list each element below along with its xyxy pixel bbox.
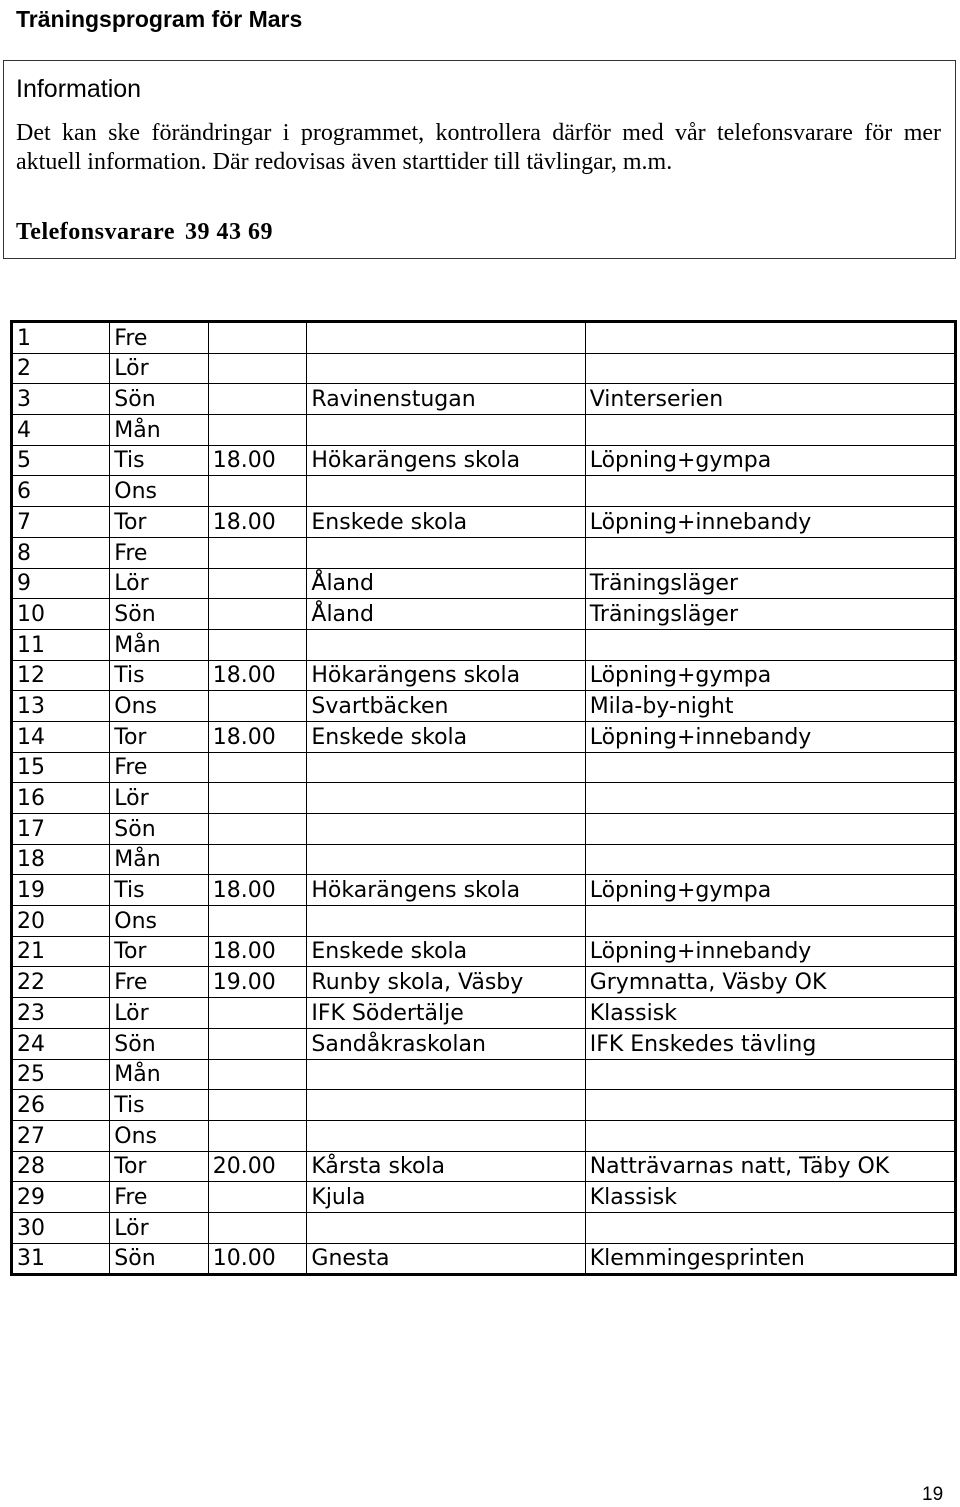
cell-activity: Träningsläger [585,568,955,599]
cell-place: Svartbäcken [307,691,585,722]
cell-place [307,629,585,660]
cell-activity [585,1059,955,1090]
cell-day: Tor [110,1151,208,1182]
cell-date: 10 [12,599,110,630]
cell-activity: Löpning+gympa [585,660,955,691]
cell-date: 31 [12,1243,110,1275]
cell-day: Ons [110,691,208,722]
cell-activity: Löpning+gympa [585,875,955,906]
table-row [12,476,956,507]
table-row [12,906,956,937]
phone-line [16,219,273,246]
cell-activity: Grymnatta, Väsby OK [585,967,955,998]
table-row [12,599,956,630]
cell-day: Mån [110,415,208,446]
cell-activity [585,629,955,660]
cell-time [208,384,307,415]
cell-activity [585,415,955,446]
cell-activity: Natträvarnas natt, Täby OK [585,1151,955,1182]
cell-place [307,783,585,814]
table-row [12,1120,956,1151]
cell-date: 22 [12,967,110,998]
information-heading: Information [16,75,142,103]
cell-day: Tor [110,721,208,752]
cell-day: Ons [110,906,208,937]
cell-day: Lör [110,998,208,1029]
table-row [12,875,956,906]
cell-day: Tor [110,936,208,967]
cell-place: Åland [307,568,585,599]
cell-time [208,1212,307,1243]
cell-day: Fre [110,752,208,783]
cell-day: Mån [110,844,208,875]
cell-place: Runby skola, Väsby [307,967,585,998]
cell-time [208,906,307,937]
cell-time: 18.00 [208,875,307,906]
cell-activity [585,906,955,937]
cell-date: 14 [12,721,110,752]
cell-day: Sön [110,1028,208,1059]
cell-date: 5 [12,445,110,476]
cell-date: 18 [12,844,110,875]
cell-date: 1 [12,322,110,354]
cell-date: 3 [12,384,110,415]
cell-time [208,568,307,599]
cell-time [208,599,307,630]
cell-place [307,752,585,783]
cell-activity [585,783,955,814]
table-row [12,1182,956,1213]
cell-day: Ons [110,476,208,507]
table-row [12,660,956,691]
cell-place [307,1059,585,1090]
cell-activity [585,1212,955,1243]
cell-date: 30 [12,1212,110,1243]
cell-activity: Löpning+innebandy [585,721,955,752]
cell-date: 23 [12,998,110,1029]
table-row [12,322,956,354]
page-number: 19 [922,1484,944,1505]
cell-time [208,783,307,814]
cell-place: Sandåkraskolan [307,1028,585,1059]
cell-activity [585,814,955,845]
cell-time [208,844,307,875]
cell-date: 11 [12,629,110,660]
cell-date: 6 [12,476,110,507]
cell-date: 15 [12,752,110,783]
cell-date: 8 [12,537,110,568]
table-row [12,445,956,476]
cell-activity: Träningsläger [585,599,955,630]
cell-activity [585,752,955,783]
cell-activity: Klassisk [585,1182,955,1213]
table-row [12,537,956,568]
cell-activity: Klemmingesprinten [585,1243,955,1275]
cell-day: Tis [110,660,208,691]
cell-time [208,537,307,568]
table-row [12,967,956,998]
cell-day: Sön [110,599,208,630]
cell-day: Tis [110,1090,208,1121]
cell-day: Fre [110,1182,208,1213]
table-row [12,507,956,538]
cell-place [307,814,585,845]
cell-date: 25 [12,1059,110,1090]
cell-time: 18.00 [208,507,307,538]
cell-day: Sön [110,384,208,415]
cell-time [208,998,307,1029]
cell-day: Ons [110,1120,208,1151]
cell-date: 17 [12,814,110,845]
cell-date: 26 [12,1090,110,1121]
cell-activity: IFK Enskedes tävling [585,1028,955,1059]
table-row [12,1212,956,1243]
cell-time: 18.00 [208,936,307,967]
cell-place: Hökarängens skola [307,660,585,691]
cell-activity: Löpning+gympa [585,445,955,476]
table-row [12,415,956,446]
cell-activity [585,844,955,875]
table-row [12,568,956,599]
cell-place: Åland [307,599,585,630]
cell-place [307,415,585,446]
cell-place: Hökarängens skola [307,875,585,906]
cell-place [307,1120,585,1151]
cell-place: Hökarängens skola [307,445,585,476]
table-row [12,1151,956,1182]
cell-date: 4 [12,415,110,446]
cell-activity [585,1120,955,1151]
cell-activity: Löpning+innebandy [585,936,955,967]
cell-time [208,752,307,783]
cell-time [208,1182,307,1213]
cell-time: 19.00 [208,967,307,998]
cell-activity [585,322,955,354]
table-row [12,752,956,783]
cell-activity [585,353,955,384]
table-row [12,1243,956,1275]
cell-date: 21 [12,936,110,967]
table-row [12,814,956,845]
cell-time [208,1090,307,1121]
cell-time [208,353,307,384]
phone-number: 39 43 69 [184,219,273,245]
cell-date: 19 [12,875,110,906]
cell-day: Sön [110,814,208,845]
table-row [12,1028,956,1059]
table-row [12,629,956,660]
cell-place: Gnesta [307,1243,585,1275]
cell-time [208,415,307,446]
information-box [3,60,956,259]
cell-date: 28 [12,1151,110,1182]
cell-place [307,906,585,937]
cell-place [307,1090,585,1121]
cell-day: Mån [110,1059,208,1090]
cell-date: 29 [12,1182,110,1213]
table-row [12,1090,956,1121]
cell-day: Fre [110,537,208,568]
cell-place: Enskede skola [307,936,585,967]
cell-day: Tis [110,875,208,906]
cell-date: 20 [12,906,110,937]
cell-place [307,844,585,875]
cell-time [208,322,307,354]
cell-place: Kårsta skola [307,1151,585,1182]
page-title: Träningsprogram för Mars [16,6,303,32]
cell-place: Kjula [307,1182,585,1213]
cell-activity [585,1090,955,1121]
cell-date: 24 [12,1028,110,1059]
cell-time [208,1059,307,1090]
cell-day: Lör [110,783,208,814]
cell-time: 18.00 [208,721,307,752]
cell-activity: Klassisk [585,998,955,1029]
table-row [12,936,956,967]
cell-time: 10.00 [208,1243,307,1275]
cell-day: Lör [110,353,208,384]
cell-time: 20.00 [208,1151,307,1182]
cell-time [208,1028,307,1059]
cell-time: 18.00 [208,660,307,691]
cell-day: Mån [110,629,208,660]
table-row [12,1059,956,1090]
cell-date: 7 [12,507,110,538]
cell-time: 18.00 [208,445,307,476]
information-text: Det kan ske förändringar i programmet, kontrollera därför med vår telefonsvarare för mer aktuell information. Där redovisas även starttider till tävlingar, m.m. [16,120,941,175]
cell-time [208,691,307,722]
table-row [12,998,956,1029]
cell-date: 16 [12,783,110,814]
table-row [12,353,956,384]
cell-activity: Vinterserien [585,384,955,415]
table-row [12,384,956,415]
table-row [12,844,956,875]
cell-day: Tis [110,445,208,476]
cell-place [307,476,585,507]
cell-day: Fre [110,967,208,998]
cell-place: Enskede skola [307,507,585,538]
cell-activity [585,476,955,507]
cell-place [307,322,585,354]
schedule-body [12,322,956,1275]
cell-time [208,1120,307,1151]
cell-time [208,476,307,507]
schedule-table [10,320,957,1276]
table-row [12,783,956,814]
cell-place [307,537,585,568]
cell-activity: Löpning+innebandy [585,507,955,538]
cell-time [208,814,307,845]
cell-date: 9 [12,568,110,599]
cell-place: Ravinenstugan [307,384,585,415]
cell-place: Enskede skola [307,721,585,752]
table-row [12,691,956,722]
cell-place [307,353,585,384]
cell-day: Lör [110,1212,208,1243]
cell-day: Lör [110,568,208,599]
cell-place [307,1212,585,1243]
cell-day: Tor [110,507,208,538]
table-row [12,721,956,752]
cell-day: Fre [110,322,208,354]
cell-day: Sön [110,1243,208,1275]
cell-date: 27 [12,1120,110,1151]
phone-label: Telefonsvarare [16,219,175,245]
cell-date: 13 [12,691,110,722]
cell-date: 2 [12,353,110,384]
cell-activity: Mila-by-night [585,691,955,722]
cell-place: IFK Södertälje [307,998,585,1029]
cell-time [208,629,307,660]
cell-date: 12 [12,660,110,691]
cell-activity [585,537,955,568]
